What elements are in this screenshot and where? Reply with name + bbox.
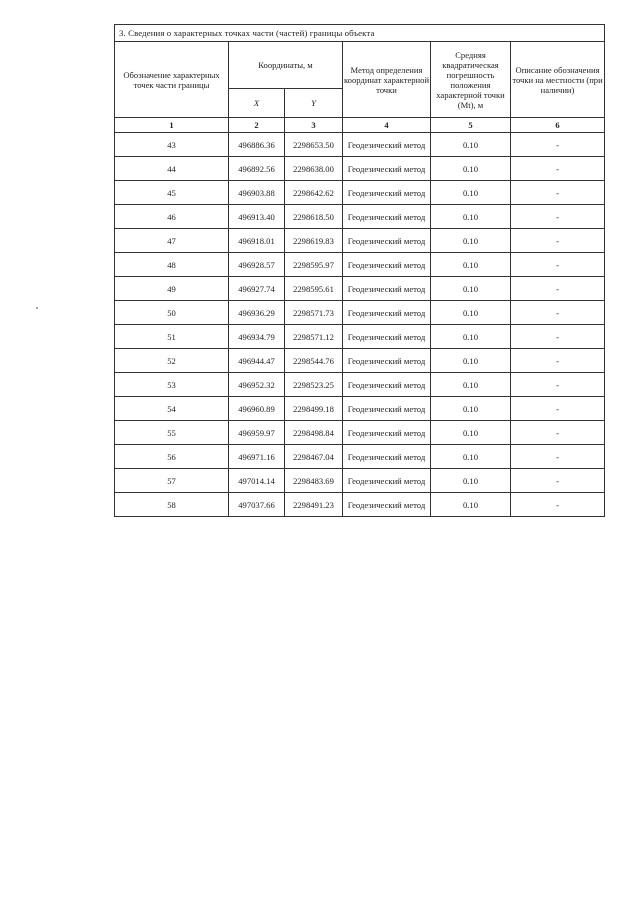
- column-number-row: [115, 118, 605, 133]
- accuracy-cell: 0.10: [431, 469, 511, 493]
- x-coordinate-cell: 497037.66: [229, 493, 285, 517]
- x-coordinate-cell: 496960.89: [229, 397, 285, 421]
- point-cell: 57: [115, 469, 229, 493]
- y-coordinate-cell: 2298619.83: [285, 229, 343, 253]
- description-cell: -: [511, 205, 605, 229]
- x-coordinate-cell: 496936.29: [229, 301, 285, 325]
- accuracy-cell: 0.10: [431, 397, 511, 421]
- accuracy-cell: 0.10: [431, 421, 511, 445]
- description-cell: -: [511, 253, 605, 277]
- table-row: [115, 301, 605, 325]
- x-coordinate-cell: 496952.32: [229, 373, 285, 397]
- column-number: 5: [431, 118, 511, 133]
- accuracy-cell: 0.10: [431, 277, 511, 301]
- description-cell: -: [511, 229, 605, 253]
- description-cell: -: [511, 181, 605, 205]
- method-cell: Геодезический метод: [343, 445, 431, 469]
- column-number: 1: [115, 118, 229, 133]
- x-coordinate-cell: 496944.47: [229, 349, 285, 373]
- header-coordinates: Координаты, м: [229, 42, 343, 89]
- header-accuracy: Средняя квадратическая погрешность положения характерной точки (Mt), м: [431, 42, 511, 118]
- accuracy-cell: 0.10: [431, 253, 511, 277]
- header-method: Метод определения координат характерной точки: [343, 42, 431, 118]
- header-y: Y: [285, 89, 343, 118]
- accuracy-cell: 0.10: [431, 373, 511, 397]
- header-point-designation: Обозначение характерных точек части границы: [115, 42, 229, 118]
- description-cell: -: [511, 373, 605, 397]
- method-cell: Геодезический метод: [343, 397, 431, 421]
- x-coordinate-cell: 496927.74: [229, 277, 285, 301]
- y-coordinate-cell: 2298467.04: [285, 445, 343, 469]
- method-cell: Геодезический метод: [343, 157, 431, 181]
- y-coordinate-cell: 2298571.73: [285, 301, 343, 325]
- accuracy-cell: 0.10: [431, 157, 511, 181]
- table-row: [115, 229, 605, 253]
- table-row: [115, 325, 605, 349]
- table-row: [115, 133, 605, 157]
- point-cell: 45: [115, 181, 229, 205]
- header-description: Описание обозначения точки на местности (при наличии): [511, 42, 605, 118]
- x-coordinate-cell: 496903.88: [229, 181, 285, 205]
- accuracy-cell: 0.10: [431, 181, 511, 205]
- table-row: [115, 181, 605, 205]
- point-cell: 50: [115, 301, 229, 325]
- y-coordinate-cell: 2298653.50: [285, 133, 343, 157]
- y-coordinate-cell: 2298498.84: [285, 421, 343, 445]
- table-row: [115, 469, 605, 493]
- description-cell: -: [511, 133, 605, 157]
- table-row: [115, 397, 605, 421]
- method-cell: Геодезический метод: [343, 325, 431, 349]
- accuracy-cell: 0.10: [431, 133, 511, 157]
- point-cell: 49: [115, 277, 229, 301]
- point-cell: 48: [115, 253, 229, 277]
- point-cell: 55: [115, 421, 229, 445]
- table-row: [115, 445, 605, 469]
- accuracy-cell: 0.10: [431, 229, 511, 253]
- scan-speck: [36, 307, 38, 309]
- table-row: [115, 349, 605, 373]
- y-coordinate-cell: 2298595.97: [285, 253, 343, 277]
- description-cell: -: [511, 349, 605, 373]
- table-row: [115, 157, 605, 181]
- accuracy-cell: 0.10: [431, 445, 511, 469]
- point-cell: 44: [115, 157, 229, 181]
- method-cell: Геодезический метод: [343, 277, 431, 301]
- y-coordinate-cell: 2298523.25: [285, 373, 343, 397]
- description-cell: -: [511, 325, 605, 349]
- x-coordinate-cell: 496892.56: [229, 157, 285, 181]
- accuracy-cell: 0.10: [431, 301, 511, 325]
- description-cell: -: [511, 421, 605, 445]
- description-cell: -: [511, 301, 605, 325]
- table-body: [115, 133, 605, 517]
- x-coordinate-cell: 496959.97: [229, 421, 285, 445]
- description-cell: -: [511, 493, 605, 517]
- method-cell: Геодезический метод: [343, 301, 431, 325]
- y-coordinate-cell: 2298638.00: [285, 157, 343, 181]
- boundary-points-table: [114, 24, 605, 517]
- y-coordinate-cell: 2298544.76: [285, 349, 343, 373]
- accuracy-cell: 0.10: [431, 349, 511, 373]
- x-coordinate-cell: 496971.16: [229, 445, 285, 469]
- point-cell: 52: [115, 349, 229, 373]
- point-cell: 54: [115, 397, 229, 421]
- table-row: [115, 493, 605, 517]
- header-x: X: [229, 89, 285, 118]
- x-coordinate-cell: 496886.36: [229, 133, 285, 157]
- point-cell: 53: [115, 373, 229, 397]
- y-coordinate-cell: 2298483.69: [285, 469, 343, 493]
- column-number: 3: [285, 118, 343, 133]
- x-coordinate-cell: 497014.14: [229, 469, 285, 493]
- column-number: 6: [511, 118, 605, 133]
- y-coordinate-cell: 2298618.50: [285, 205, 343, 229]
- column-number: 2: [229, 118, 285, 133]
- description-cell: -: [511, 277, 605, 301]
- method-cell: Геодезический метод: [343, 349, 431, 373]
- method-cell: Геодезический метод: [343, 493, 431, 517]
- accuracy-cell: 0.10: [431, 205, 511, 229]
- description-cell: -: [511, 397, 605, 421]
- method-cell: Геодезический метод: [343, 229, 431, 253]
- accuracy-cell: 0.10: [431, 325, 511, 349]
- description-cell: -: [511, 445, 605, 469]
- column-number: 4: [343, 118, 431, 133]
- y-coordinate-cell: 2298491.23: [285, 493, 343, 517]
- section-title: 3. Сведения о характерных точках части (частей) границы объекта: [115, 25, 605, 42]
- table-row: [115, 277, 605, 301]
- x-coordinate-cell: 496934.79: [229, 325, 285, 349]
- point-cell: 51: [115, 325, 229, 349]
- method-cell: Геодезический метод: [343, 205, 431, 229]
- table-row: [115, 421, 605, 445]
- method-cell: Геодезический метод: [343, 421, 431, 445]
- description-cell: -: [511, 157, 605, 181]
- y-coordinate-cell: 2298642.62: [285, 181, 343, 205]
- method-cell: Геодезический метод: [343, 253, 431, 277]
- method-cell: Геодезический метод: [343, 181, 431, 205]
- method-cell: Геодезический метод: [343, 373, 431, 397]
- method-cell: Геодезический метод: [343, 133, 431, 157]
- x-coordinate-cell: 496928.57: [229, 253, 285, 277]
- y-coordinate-cell: 2298595.61: [285, 277, 343, 301]
- point-cell: 58: [115, 493, 229, 517]
- table-row: [115, 253, 605, 277]
- description-cell: -: [511, 469, 605, 493]
- x-coordinate-cell: 496913.40: [229, 205, 285, 229]
- table-row: [115, 373, 605, 397]
- point-cell: 46: [115, 205, 229, 229]
- table-row: [115, 205, 605, 229]
- point-cell: 56: [115, 445, 229, 469]
- x-coordinate-cell: 496918.01: [229, 229, 285, 253]
- method-cell: Геодезический метод: [343, 469, 431, 493]
- point-cell: 47: [115, 229, 229, 253]
- point-cell: 43: [115, 133, 229, 157]
- y-coordinate-cell: 2298499.18: [285, 397, 343, 421]
- accuracy-cell: 0.10: [431, 493, 511, 517]
- y-coordinate-cell: 2298571.12: [285, 325, 343, 349]
